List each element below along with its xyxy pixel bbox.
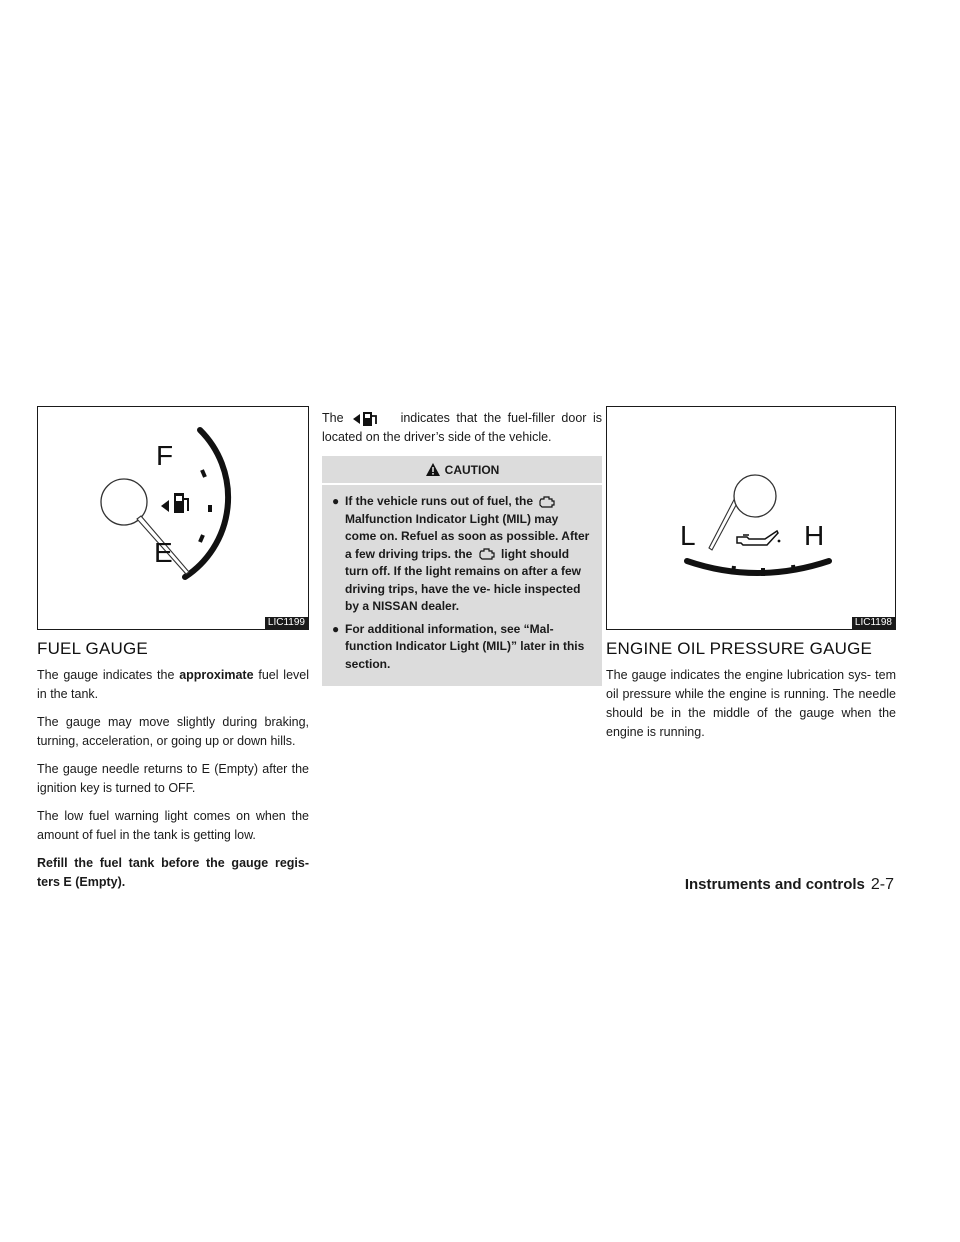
paragraph-text: fuel level in the tank. (37, 668, 310, 701)
paragraph-text: The (322, 411, 344, 425)
caution-item (332, 621, 592, 674)
section-name: Instruments and controls (684, 876, 865, 893)
fuel-gauge-illustration (38, 407, 308, 629)
gauge-tick (793, 565, 794, 572)
fuel-pump-icon (161, 493, 188, 513)
caution-box (322, 456, 602, 686)
caution-label: CAUTION (444, 463, 500, 477)
section-title: ENGINE OIL PRESSURE GAUGE (606, 639, 873, 658)
oil-pressure-illustration (607, 407, 895, 629)
oil-pressure-figure (606, 406, 896, 630)
figure-code: LIC1198 (852, 617, 895, 629)
paragraph (37, 666, 309, 704)
paragraph (322, 409, 602, 447)
gauge-tick (202, 470, 205, 477)
gauge-needle-hub (734, 475, 776, 517)
section-title: FUEL GAUGE (37, 639, 148, 658)
paragraph-text: indicates that the fuel-filler door is located on the driver’s side of the vehicle. (322, 411, 602, 444)
paragraph-text: The gauge indicates the (37, 668, 180, 682)
mil-engine-icon (478, 547, 496, 561)
caution-text: Malfunction Indicator Light (MIL) may come on. Refuel as soon as possible. After a few driving trips. the (345, 511, 590, 561)
mil-engine-icon (538, 495, 556, 509)
fuel-gauge-column (37, 406, 309, 901)
fuel-gauge-arc (185, 430, 228, 577)
oil-gauge-arc (687, 561, 829, 573)
gauge-tick (733, 566, 734, 573)
caution-header (322, 456, 602, 485)
caution-column (322, 406, 602, 686)
warning-paragraph (37, 854, 309, 892)
gauge-high-label: H (804, 520, 825, 551)
fuel-gauge-figure (37, 406, 309, 630)
figure-code: LIC1199 (265, 617, 308, 629)
caution-item (332, 493, 592, 616)
emphasis-text: approximate (179, 668, 254, 682)
oil-can-icon (737, 531, 780, 545)
bullet-icon: ● (332, 621, 340, 636)
bullet-icon: ● (332, 494, 340, 508)
page-number: 2-7 (870, 876, 894, 893)
paragraph: The gauge indicates the engine lubrication sys- tem oil pressure while the engine is running. The needle should be in the middle of the gauge when the engine is running. (606, 668, 896, 739)
caution-list (332, 493, 592, 673)
caution-text: light should turn off. If the light remains on after a few driving trips, have the ve- hicle inspected by a NISSAN dealer. (345, 546, 582, 613)
warning-triangle-icon (425, 462, 441, 477)
gauge-full-label: F (156, 440, 174, 471)
emphasis-text: Refill the fuel tank before the gauge regis- ters E (Empty). (37, 856, 309, 889)
gauge-tick (200, 535, 203, 542)
caution-text: For additional information, see “Mal- function Indicator Light (MIL)” later in this section. (345, 621, 585, 671)
gauge-empty-label: E (154, 537, 173, 568)
fuel-filler-side-icon (352, 411, 380, 427)
paragraph: The gauge needle returns to E (Empty) after the ignition key is turned to OFF. (37, 762, 309, 795)
gauge-low-label: L (680, 520, 696, 551)
oil-pressure-column (606, 406, 896, 751)
paragraph: The low fuel warning light comes on when the amount of fuel in the tank is getting low. (37, 809, 309, 842)
page-footer (685, 876, 894, 894)
caution-text: If the vehicle runs out of fuel, the (345, 494, 534, 508)
paragraph: The gauge may move slightly during braking, turning, acceleration, or going up or down hills. (37, 715, 309, 748)
